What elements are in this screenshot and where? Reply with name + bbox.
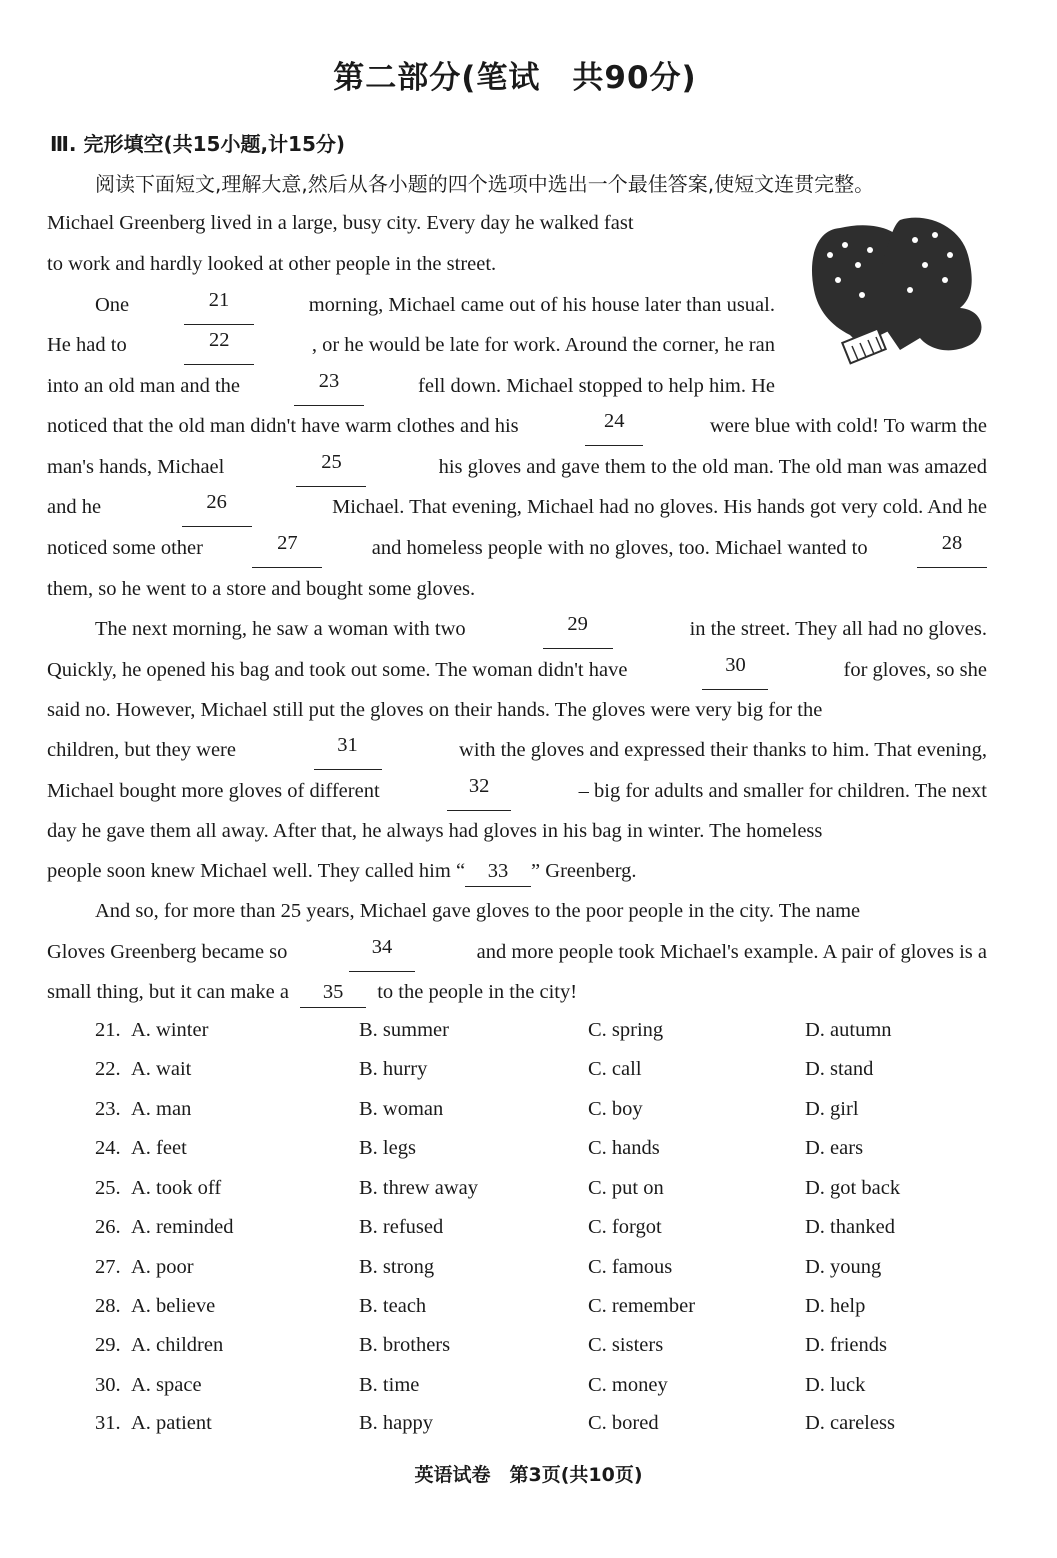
blank-33: 33 — [465, 856, 531, 887]
option-a[interactable]: A. space — [131, 1374, 202, 1396]
page-footer: 英语试卷 第3页(共10页) — [414, 1464, 643, 1486]
gloves-illustration — [800, 210, 990, 370]
option-c[interactable]: C. famous — [588, 1256, 673, 1278]
question-number: 27. — [95, 1256, 121, 1278]
option-d[interactable]: D. careless — [805, 1412, 895, 1434]
passage-line — [47, 932, 987, 972]
passage-line: And so, for more than 25 years, Michael gave gloves to the poor people in the city. The name — [95, 900, 861, 922]
text: fell down. Michael stopped to help him. He — [418, 375, 775, 397]
passage-line — [47, 487, 987, 527]
option-d[interactable]: D. got back — [805, 1177, 901, 1199]
question-number: 24. — [95, 1137, 121, 1159]
option-b[interactable]: B. brothers — [359, 1334, 451, 1356]
question-number: 28. — [95, 1295, 121, 1317]
option-d[interactable]: D. ears — [805, 1137, 864, 1159]
text: Michael. That evening, Michael had no gloves. His hands got very cold. And he — [332, 496, 987, 518]
passage-line — [47, 771, 987, 811]
text: for gloves, so she — [843, 659, 987, 681]
text: Michael bought more gloves of different — [47, 780, 380, 802]
option-d[interactable]: D. autumn — [805, 1019, 892, 1041]
passage-line — [47, 325, 775, 365]
text: into an old man and the — [47, 375, 240, 397]
option-b[interactable]: B. threw away — [359, 1177, 478, 1199]
blank-34: 34 — [349, 932, 415, 972]
passage-line — [47, 366, 775, 406]
option-c[interactable]: C. hands — [588, 1137, 660, 1159]
blank-23: 23 — [294, 366, 364, 406]
text: were blue with cold! To warm the — [709, 415, 987, 437]
text: Gloves Greenberg became so — [47, 941, 288, 963]
option-d[interactable]: D. thanked — [805, 1216, 895, 1238]
question-number: 31. — [95, 1412, 121, 1434]
text: small thing, but it can make a — [47, 981, 289, 1003]
text: noticed some other — [47, 537, 203, 559]
passage-line — [47, 650, 987, 690]
option-b[interactable]: B. strong — [359, 1256, 435, 1278]
text: in the street. They all had no gloves. — [689, 618, 987, 640]
passage-line — [47, 285, 775, 325]
passage-line — [47, 609, 987, 649]
text: , or he would be late for work. Around the corner, he ran — [311, 334, 775, 356]
text: children, but they were — [47, 739, 236, 761]
option-c[interactable]: C. money — [588, 1374, 668, 1396]
option-a[interactable]: A. winter — [131, 1019, 209, 1041]
text: and he — [47, 496, 102, 518]
option-a[interactable]: A. wait — [131, 1058, 192, 1080]
passage-line: them, so he went to a store and bought some gloves. — [47, 578, 476, 600]
question-number: 30. — [95, 1374, 121, 1396]
option-b[interactable]: B. hurry — [359, 1058, 428, 1080]
option-c[interactable]: C. call — [588, 1058, 642, 1080]
text: to the people in the city! — [377, 981, 578, 1003]
option-c[interactable]: C. bored — [588, 1412, 659, 1434]
passage-line — [47, 406, 987, 446]
option-b[interactable]: B. summer — [359, 1019, 449, 1041]
question-number: 22. — [95, 1058, 121, 1080]
text: his gloves and gave them to the old man. The old man was amazed — [438, 456, 987, 478]
blank-25: 25 — [296, 447, 366, 487]
option-a[interactable]: A. children — [131, 1334, 224, 1356]
passage-line — [47, 851, 637, 891]
option-d[interactable]: D. girl — [805, 1098, 859, 1120]
text: noticed that the old man didn't have warm clothes and his — [47, 415, 519, 437]
text: Quickly, he opened his bag and took out some. The woman didn't have — [47, 659, 628, 681]
option-b[interactable]: B. time — [359, 1374, 420, 1396]
blank-32: 32 — [447, 771, 511, 811]
blank-29: 29 — [543, 609, 613, 649]
part-title: 第二部分(笔试 共90分) — [333, 60, 697, 96]
option-a[interactable]: A. reminded — [131, 1216, 234, 1238]
option-c[interactable]: C. remember — [588, 1295, 696, 1317]
option-b[interactable]: B. woman — [359, 1098, 444, 1120]
option-d[interactable]: D. young — [805, 1256, 882, 1278]
blank-24: 24 — [585, 406, 643, 446]
blank-26: 26 — [182, 487, 252, 527]
option-b[interactable]: B. refused — [359, 1216, 444, 1238]
option-a[interactable]: A. patient — [131, 1412, 212, 1434]
option-b[interactable]: B. happy — [359, 1412, 434, 1434]
text: morning, Michael came out of his house later than usual. — [308, 294, 775, 316]
text: One — [95, 294, 130, 316]
option-b[interactable]: B. teach — [359, 1295, 427, 1317]
option-d[interactable]: D. luck — [805, 1374, 866, 1396]
blank-22: 22 — [184, 325, 254, 365]
blank-21: 21 — [184, 285, 254, 325]
question-number: 23. — [95, 1098, 121, 1120]
text: and more people took Michael's example. A pair of gloves is a — [476, 941, 987, 963]
blank-28: 28 — [917, 528, 987, 568]
option-c[interactable]: C. boy — [588, 1098, 643, 1120]
blank-27: 27 — [252, 528, 322, 568]
text: He had to — [47, 334, 127, 356]
question-number: 29. — [95, 1334, 121, 1356]
passage-line: day he gave them all away. After that, he always had gloves in his bag in winter. The homeless — [47, 820, 823, 842]
passage-line — [47, 528, 987, 568]
question-number: 25. — [95, 1177, 121, 1199]
blank-35: 35 — [300, 977, 366, 1008]
option-c[interactable]: C. forgot — [588, 1216, 662, 1238]
question-number: 26. — [95, 1216, 121, 1238]
text: and homeless people with no gloves, too. Michael wanted to — [371, 537, 868, 559]
text: man's hands, Michael — [47, 456, 225, 478]
text: The next morning, he saw a woman with two — [95, 618, 466, 640]
passage-line: said no. However, Michael still put the gloves on their hands. The gloves were very big for the — [47, 699, 823, 721]
option-c[interactable]: C. put on — [588, 1177, 664, 1199]
passage-line — [47, 730, 987, 770]
instruction-text: 阅读下面短文,理解大意,然后从各小题的四个选项中选出一个最佳答案,使短文连贯完整。 — [95, 172, 875, 196]
blank-30: 30 — [702, 650, 768, 690]
option-c[interactable]: C. sisters — [588, 1334, 664, 1356]
option-a[interactable]: A. feet — [131, 1137, 187, 1159]
option-a[interactable]: A. took off — [131, 1177, 222, 1199]
text: with the gloves and expressed their thanks to him. That evening, — [459, 739, 987, 761]
text: ” Greenberg. — [531, 860, 637, 882]
option-c[interactable]: C. spring — [588, 1019, 664, 1041]
option-d[interactable]: D. friends — [805, 1334, 887, 1356]
option-b[interactable]: B. legs — [359, 1137, 416, 1159]
question-number: 21. — [95, 1019, 121, 1041]
passage-line: Michael Greenberg lived in a large, busy city. Every day he walked fast — [47, 212, 634, 234]
option-a[interactable]: A. believe — [131, 1295, 216, 1317]
passage-line — [47, 972, 577, 1012]
option-d[interactable]: D. help — [805, 1295, 866, 1317]
passage-line — [47, 447, 987, 487]
option-d[interactable]: D. stand — [805, 1058, 874, 1080]
option-a[interactable]: A. man — [131, 1098, 192, 1120]
section-heading: Ⅲ. 完形填空(共15小题,计15分) — [50, 132, 346, 156]
text: people soon knew Michael well. They called him “ — [47, 860, 466, 882]
text: – big for adults and smaller for children. The next — [578, 780, 987, 802]
passage-line: to work and hardly looked at other people in the street. — [47, 253, 497, 275]
option-a[interactable]: A. poor — [131, 1256, 194, 1278]
blank-31: 31 — [314, 730, 382, 770]
